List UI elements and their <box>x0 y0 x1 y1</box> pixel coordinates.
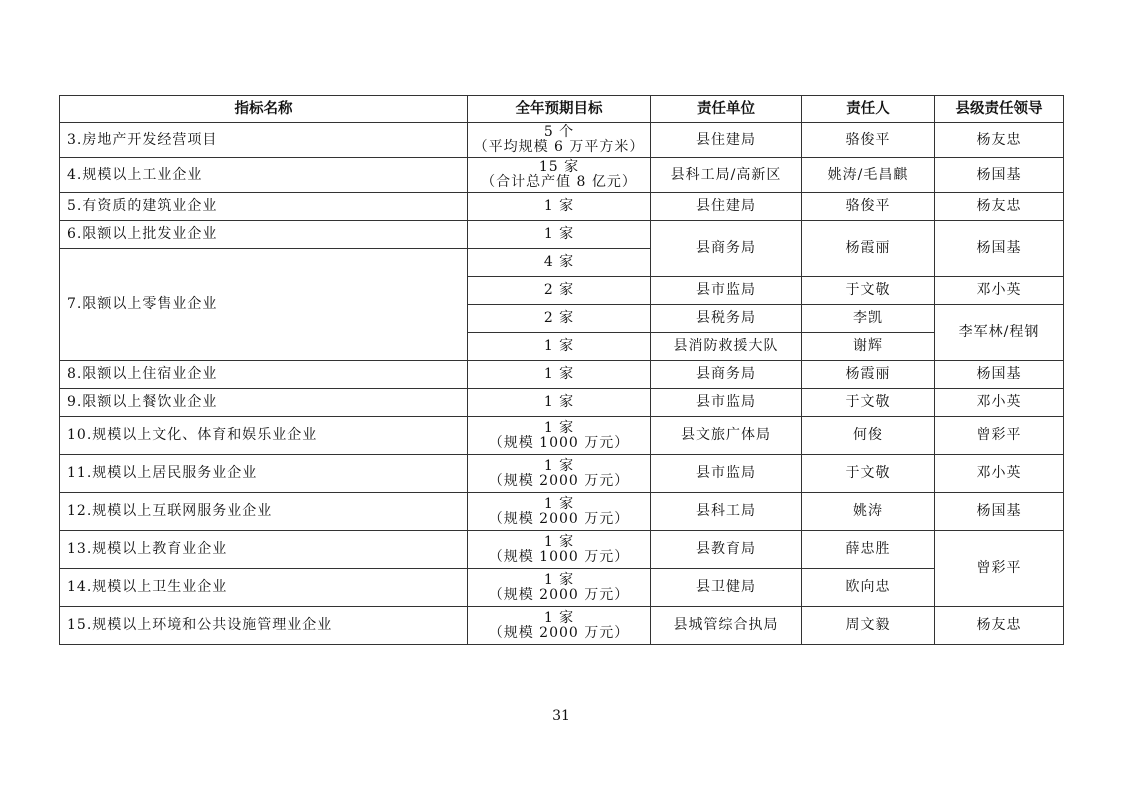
target-value: 1 家 <box>543 495 575 512</box>
table-row <box>60 361 1064 389</box>
county-leader: 杨国基 <box>935 361 1064 389</box>
county-leader: 杨国基 <box>935 493 1064 531</box>
indicator-name: 7.限额以上零售业企业 <box>60 249 468 361</box>
annual-target: 4 家 <box>468 249 651 277</box>
target-value: 1 家 <box>543 457 575 474</box>
responsible-person: 杨霞丽 <box>802 361 935 389</box>
annual-target <box>468 569 651 607</box>
target-note: （规模 2000 万元） <box>488 510 630 527</box>
county-leader: 李军林/程钢 <box>935 305 1064 361</box>
target-note: （平均规模 6 万平方米） <box>473 139 645 155</box>
target-value: 1 家 <box>543 571 575 588</box>
responsible-person: 于文敬 <box>802 455 935 493</box>
target-value: 15 家 <box>538 159 580 175</box>
responsible-unit: 县消防救援大队 <box>651 333 802 361</box>
responsible-unit: 县文旅广体局 <box>651 417 802 455</box>
annual-target: 1 家 <box>468 389 651 417</box>
target-value: 1 家 <box>543 609 575 626</box>
annual-target: 1 家 <box>468 333 651 361</box>
responsible-unit: 县市监局 <box>651 277 802 305</box>
responsible-person: 于文敬 <box>802 277 935 305</box>
target-note: （规模 1000 万元） <box>488 434 630 451</box>
indicator-name: 6.限额以上批发业企业 <box>60 221 468 249</box>
annual-target <box>468 455 651 493</box>
annual-target: 1 家 <box>468 193 651 221</box>
indicator-name: 10.规模以上文化、体育和娱乐业企业 <box>60 417 468 455</box>
table-row <box>60 158 1064 193</box>
indicator-name: 15.规模以上环境和公共设施管理业企业 <box>60 607 468 645</box>
table-row <box>60 193 1064 221</box>
target-note: （规模 1000 万元） <box>488 548 630 565</box>
indicator-name: 14.规模以上卫生业企业 <box>60 569 468 607</box>
annual-target: 1 家 <box>468 221 651 249</box>
county-leader: 杨友忠 <box>935 607 1064 645</box>
responsible-person: 姚涛/毛昌麒 <box>802 158 935 193</box>
county-leader: 邓小英 <box>935 389 1064 417</box>
responsible-unit: 县商务局 <box>651 221 802 277</box>
responsible-unit: 县教育局 <box>651 531 802 569</box>
table-row <box>60 569 1064 607</box>
responsible-unit: 县科工局 <box>651 493 802 531</box>
page-number: 31 <box>552 708 570 724</box>
annual-target <box>468 417 651 455</box>
table-row <box>60 493 1064 531</box>
responsible-person: 薛忠胜 <box>802 531 935 569</box>
county-leader: 杨友忠 <box>935 123 1064 158</box>
target-note: （规模 2000 万元） <box>488 586 630 603</box>
table-row <box>60 455 1064 493</box>
header-annual-target: 全年预期目标 <box>468 96 651 123</box>
annual-target <box>468 607 651 645</box>
table-row <box>60 531 1064 569</box>
header-responsible-unit: 责任单位 <box>651 96 802 123</box>
table-row <box>60 417 1064 455</box>
indicator-name: 8.限额以上住宿业企业 <box>60 361 468 389</box>
responsible-unit: 县卫健局 <box>651 569 802 607</box>
responsible-person: 欧向忠 <box>802 569 935 607</box>
responsible-person: 于文敬 <box>802 389 935 417</box>
responsible-unit: 县住建局 <box>651 193 802 221</box>
county-leader: 邓小英 <box>935 277 1064 305</box>
header-indicator-name: 指标名称 <box>60 96 468 123</box>
indicator-name: 5.有资质的建筑业企业 <box>60 193 468 221</box>
responsible-unit: 县城管综合执局 <box>651 607 802 645</box>
responsible-unit: 县税务局 <box>651 305 802 333</box>
target-note: （规模 2000 万元） <box>488 624 630 641</box>
table-header-row <box>60 96 1064 123</box>
indicator-name: 11.规模以上居民服务业企业 <box>60 455 468 493</box>
annual-target <box>468 123 651 158</box>
county-leader: 曾彩平 <box>935 531 1064 607</box>
annual-target: 1 家 <box>468 361 651 389</box>
indicator-table-container <box>59 95 1063 645</box>
table-row <box>60 607 1064 645</box>
county-leader: 杨友忠 <box>935 193 1064 221</box>
indicator-name: 12.规模以上互联网服务业企业 <box>60 493 468 531</box>
responsible-person: 谢辉 <box>802 333 935 361</box>
annual-target: 2 家 <box>468 277 651 305</box>
county-leader: 曾彩平 <box>935 417 1064 455</box>
indicator-name: 9.限额以上餐饮业企业 <box>60 389 468 417</box>
indicator-table <box>59 95 1064 645</box>
target-note: （规模 2000 万元） <box>488 472 630 489</box>
target-note: （合计总产值 8 亿元） <box>481 174 637 190</box>
table-row <box>60 389 1064 417</box>
annual-target <box>468 158 651 193</box>
responsible-person: 何俊 <box>802 417 935 455</box>
annual-target <box>468 493 651 531</box>
responsible-unit: 县住建局 <box>651 123 802 158</box>
county-leader: 杨国基 <box>935 221 1064 277</box>
responsible-person: 周文毅 <box>802 607 935 645</box>
indicator-name: 13.规模以上教育业企业 <box>60 531 468 569</box>
responsible-person: 姚涛 <box>802 493 935 531</box>
responsible-unit: 县科工局/高新区 <box>651 158 802 193</box>
table-row <box>60 123 1064 158</box>
header-responsible-person: 责任人 <box>802 96 935 123</box>
responsible-unit: 县市监局 <box>651 389 802 417</box>
responsible-person: 李凯 <box>802 305 935 333</box>
responsible-unit: 县商务局 <box>651 361 802 389</box>
county-leader: 邓小英 <box>935 455 1064 493</box>
responsible-person: 骆俊平 <box>802 193 935 221</box>
county-leader: 杨国基 <box>935 158 1064 193</box>
responsible-unit: 县市监局 <box>651 455 802 493</box>
indicator-name: 4.规模以上工业企业 <box>60 158 468 193</box>
header-county-leader: 县级责任领导 <box>935 96 1064 123</box>
target-value: 1 家 <box>543 533 575 550</box>
responsible-person: 杨霞丽 <box>802 221 935 277</box>
responsible-person: 骆俊平 <box>802 123 935 158</box>
annual-target: 2 家 <box>468 305 651 333</box>
annual-target <box>468 531 651 569</box>
target-value: 1 家 <box>543 419 575 436</box>
table-row <box>60 221 1064 249</box>
indicator-name: 3.房地产开发经营项目 <box>60 123 468 158</box>
target-value: 5 个 <box>543 124 575 140</box>
